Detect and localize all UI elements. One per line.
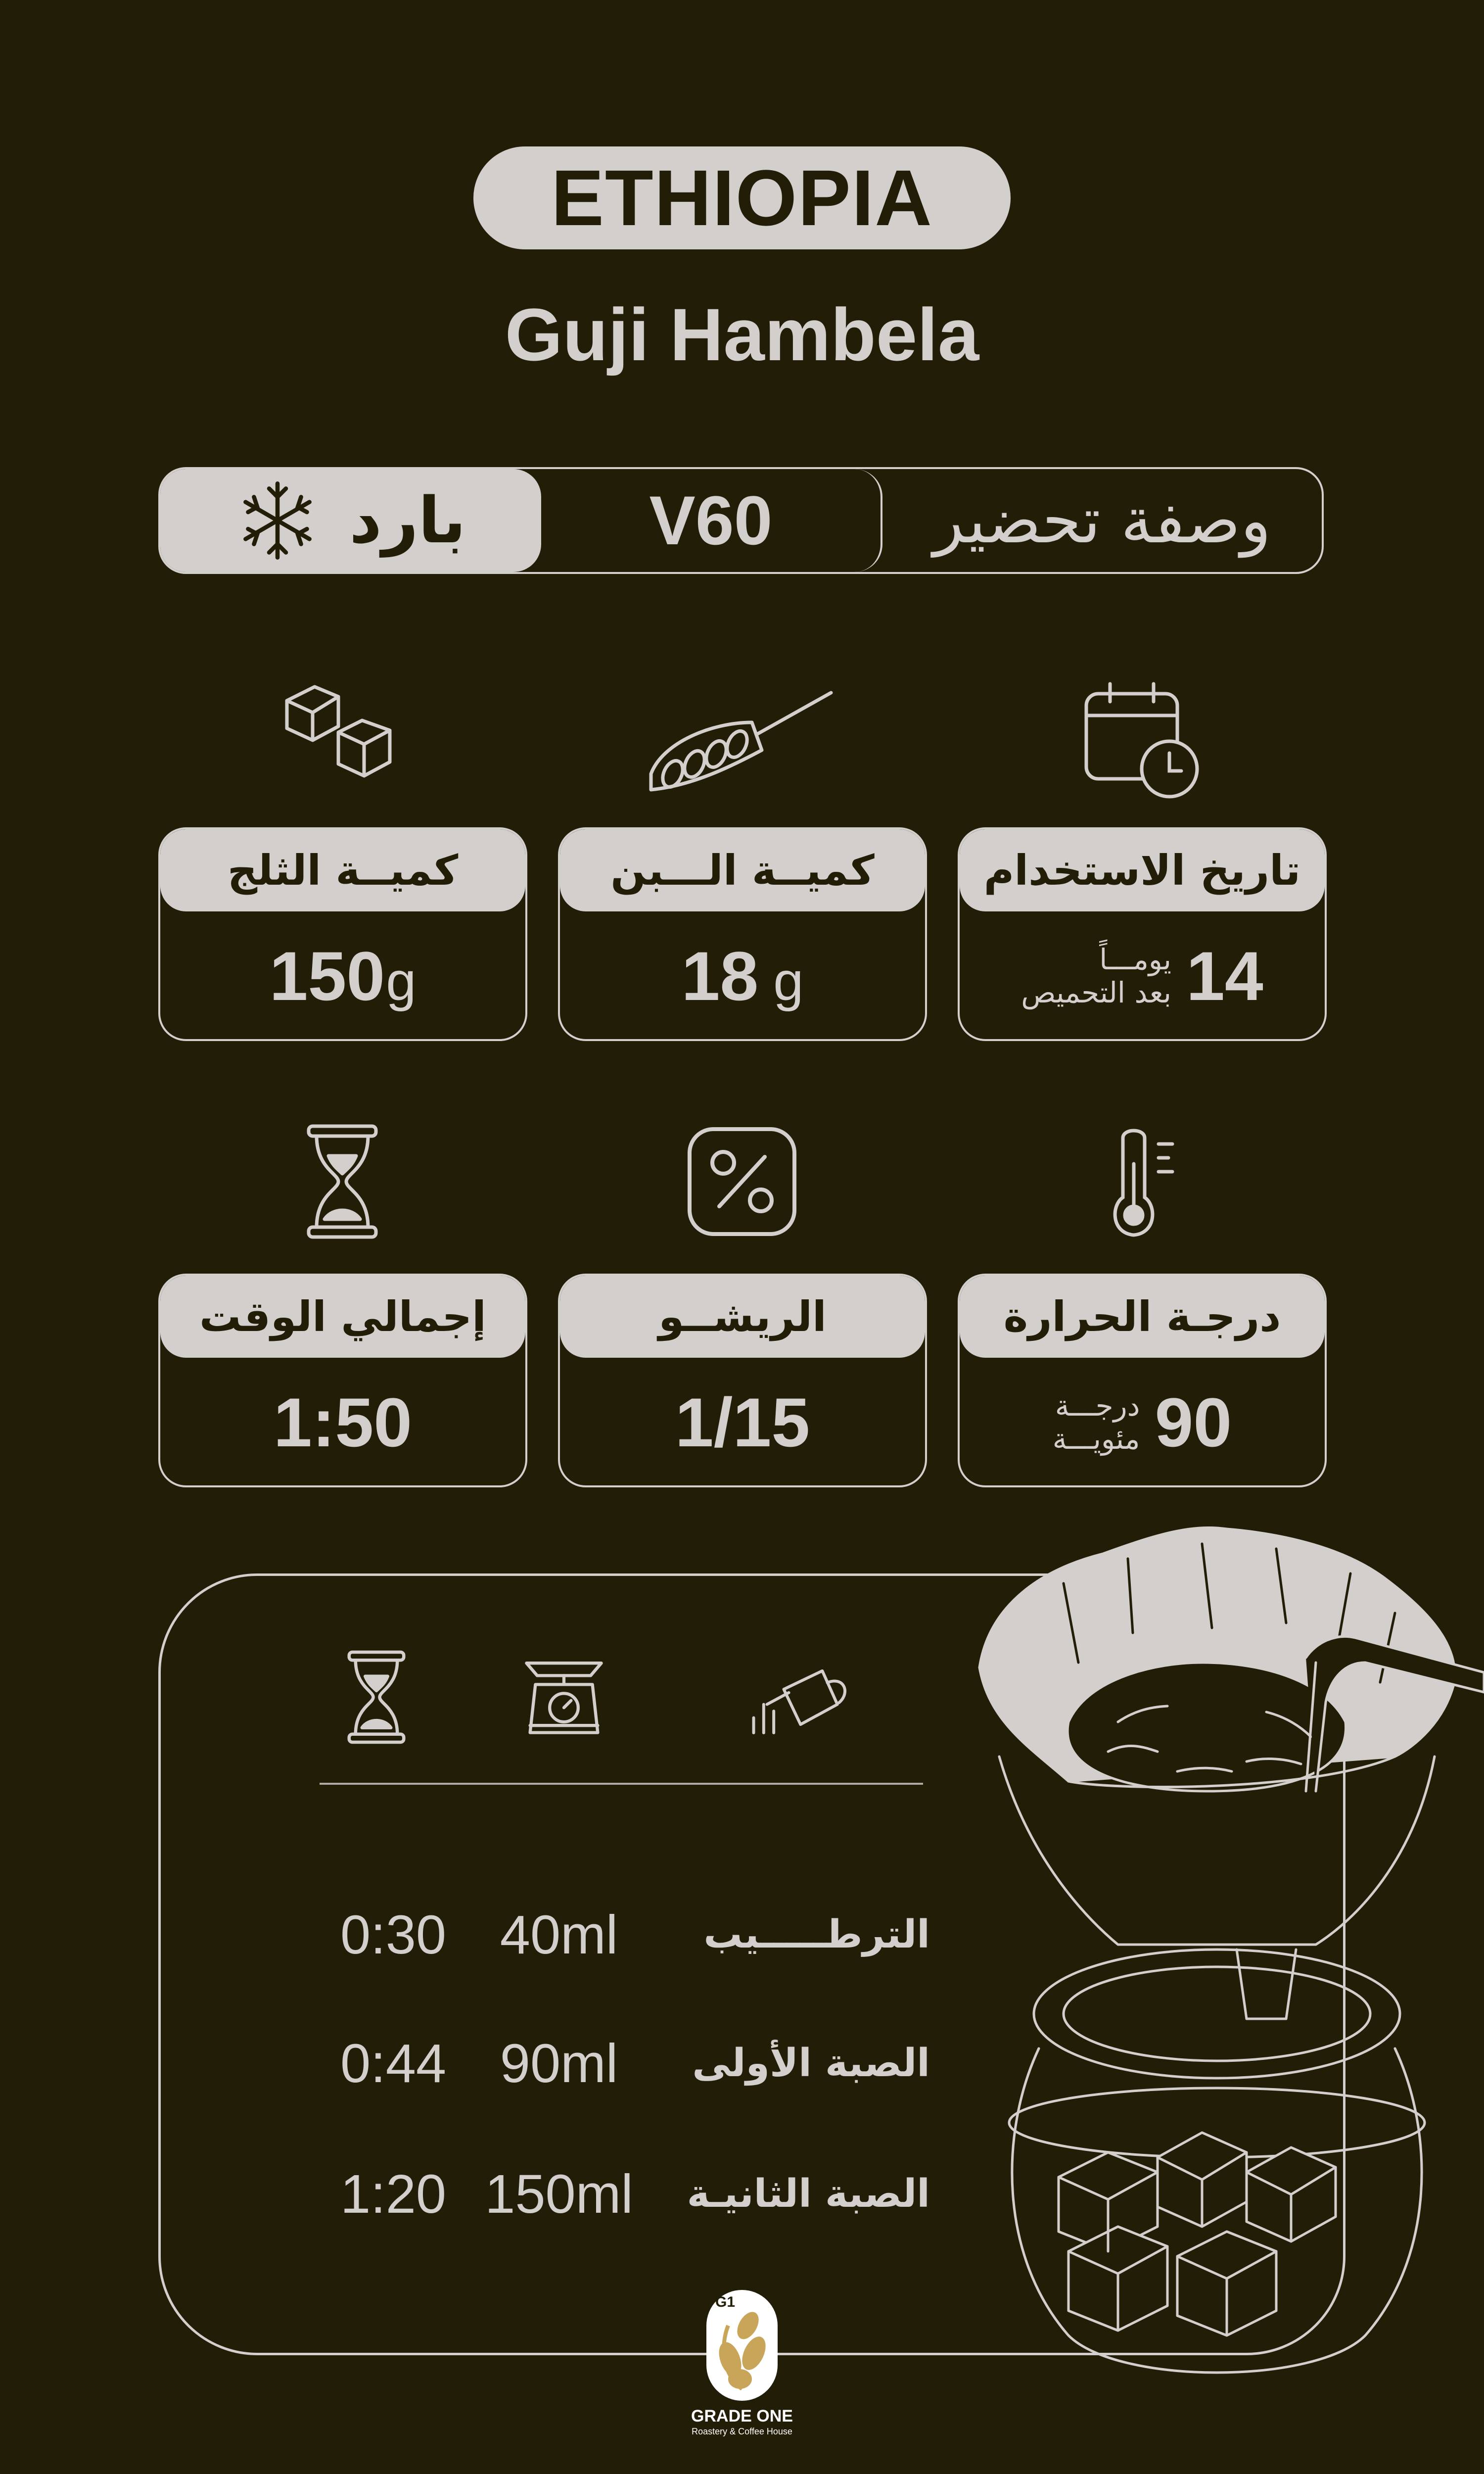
- hourglass-icon: [303, 1122, 382, 1241]
- hourglass-icon: [344, 1648, 409, 1747]
- recipe-title-segment: [882, 469, 1322, 572]
- thermometer-icon: [1107, 1124, 1181, 1241]
- total-time-label: إجمالي الوقت: [160, 1276, 525, 1358]
- v60-brewer-illustration: [970, 1514, 1484, 2415]
- ratio-label: الريشــو: [560, 1276, 925, 1358]
- coffee-amount-unit: g: [773, 951, 804, 1012]
- ice-amount-unit: g: [386, 951, 417, 1012]
- recipe-title-label: وصفة تحضير: [933, 483, 1271, 558]
- step-time: 0:44: [340, 2033, 447, 2094]
- brand-name: GRADE ONE: [691, 2407, 793, 2426]
- temperature-unit-line1: درجـــة: [1055, 1389, 1140, 1423]
- step-amount: 40ml: [500, 1904, 618, 1965]
- ice-cubes-icon: [277, 673, 406, 792]
- coffee-amount-card: [558, 827, 927, 1041]
- coffee-amount-value: 18: [681, 937, 759, 1015]
- step-time: 0:30: [340, 1904, 447, 1965]
- kettle-icon: [747, 1656, 856, 1740]
- usage-date-label: تاريخ الاستخدام: [960, 829, 1325, 911]
- usage-date-unit-line2: بعد التحميص: [1021, 976, 1172, 1009]
- ice-amount-value: 150: [269, 937, 385, 1015]
- brew-style-label: بارد: [349, 483, 466, 558]
- usage-date-unit-line1: يومـــاً: [1099, 943, 1172, 977]
- scale-icon: [519, 1651, 608, 1740]
- recipe-bar: [158, 467, 1324, 574]
- step-row: [317, 2029, 930, 2098]
- step-row: [317, 1900, 930, 1969]
- steps-divider: [320, 1783, 923, 1785]
- brand-tagline: Roastery & Coffee House: [692, 2426, 792, 2436]
- coffee-amount-label: كميــة الـــبن: [560, 829, 925, 911]
- temperature-unit-line2: مئويـــة: [1052, 1422, 1140, 1456]
- origin-title: Guji Hambela: [505, 293, 979, 376]
- temperature-unit: [1053, 1389, 1140, 1455]
- total-time-value: 1:50: [273, 1383, 413, 1461]
- step-name: الصبة الأولى: [692, 2041, 930, 2086]
- calendar-clock-icon: [1078, 678, 1202, 802]
- step-time: 1:20: [340, 2163, 447, 2225]
- brew-style-segment: [160, 469, 541, 572]
- ice-amount-label: كميــة الثلج: [160, 829, 525, 911]
- temperature-label: درجـة الحرارة: [960, 1276, 1325, 1358]
- usage-date-value: 14: [1186, 937, 1263, 1015]
- brew-method-segment: [541, 469, 882, 572]
- step-name: الترطـــــيب: [703, 1912, 930, 1957]
- country-badge: ETHIOPIA: [473, 146, 1011, 249]
- snowflake-icon: [235, 478, 320, 563]
- temperature-card: [958, 1274, 1327, 1487]
- step-row: [317, 2159, 930, 2229]
- temperature-value: 90: [1155, 1383, 1232, 1461]
- brew-method-label: V60: [649, 481, 773, 559]
- percent-icon: [684, 1123, 800, 1240]
- ratio-value: 1/15: [675, 1383, 810, 1461]
- coffee-scoop-icon: [643, 683, 841, 797]
- step-name: الصبة الثانيـة: [687, 2172, 930, 2216]
- brand-mark: G1: [715, 2294, 736, 2310]
- step-amount: 90ml: [500, 2033, 618, 2094]
- usage-date-unit: [1021, 943, 1171, 1009]
- ice-amount-card: [158, 827, 527, 1041]
- usage-date-card: [958, 827, 1327, 1041]
- total-time-card: [158, 1274, 527, 1487]
- step-amount: 150ml: [485, 2163, 633, 2225]
- grade-one-logo: [702, 2286, 782, 2405]
- ratio-card: [558, 1274, 927, 1487]
